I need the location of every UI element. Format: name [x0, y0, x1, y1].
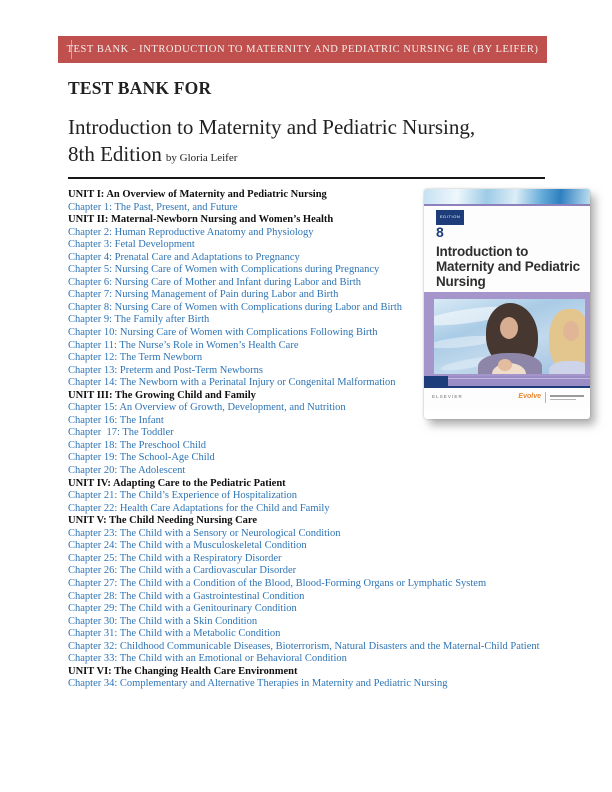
- book-title-line1: Introduction to Maternity and Pediatric Nursing,: [68, 115, 476, 139]
- toc-chapter-link[interactable]: Chapter 23: The Child with a Sensory or Neurological Condition: [68, 527, 341, 539]
- page-title: TEST BANK FOR: [68, 78, 212, 98]
- toc-chapter-link[interactable]: Chapter 32: Childhood Communicable Diseases, Bioterrorism, Natural Disasters and the Maternal-Child Patient: [68, 640, 540, 652]
- toc-chapter-link[interactable]: Chapter 25: The Child with a Respiratory Disorder: [68, 552, 282, 564]
- header-banner: [58, 36, 547, 63]
- toc-unit-heading: UNIT I: An Overview of Maternity and Pediatric Nursing: [68, 189, 327, 200]
- byline: by Gloria Leifer: [165, 151, 238, 164]
- toc-chapter-link[interactable]: Chapter 24: The Child with a Musculoskeletal Condition: [68, 540, 307, 552]
- toc-chapter-link[interactable]: Chapter 30: The Child with a Skin Condition: [68, 615, 258, 627]
- evolve-info-box: [545, 392, 584, 403]
- toc-chapter-link[interactable]: Chapter 14: The Newborn with a Perinatal Injury or Congenital Malformation: [68, 377, 396, 389]
- cover-bottom-strip: [424, 376, 590, 386]
- toc-chapter-link[interactable]: Chapter 10: Nursing Care of Women with Complications Following Birth: [68, 327, 378, 339]
- evolve-fine-print-line: [550, 399, 576, 401]
- toc-chapter-link[interactable]: Chapter 29: The Child with a Genitourinary Condition: [68, 603, 297, 615]
- title-rule: [68, 177, 545, 179]
- toc-chapter-link[interactable]: Chapter 21: The Child’s Experience of Hospitalization: [68, 490, 298, 502]
- cover-water-photo-strip: [424, 189, 590, 204]
- toc-unit-heading: UNIT III: The Growing Child and Family: [68, 389, 256, 401]
- book-cover-image: [424, 189, 590, 419]
- toc-chapter-link[interactable]: Chapter 12: The Term Newborn: [68, 352, 203, 364]
- book-cover-float: [424, 189, 590, 419]
- toc-unit-heading: UNIT V: The Child Needing Nursing Care: [68, 515, 258, 527]
- toc-unit-heading: UNIT VI: The Changing Health Care Environment: [68, 665, 298, 677]
- toc-section: [68, 189, 580, 691]
- book-title-edition: 8th Edition: [68, 141, 162, 166]
- toc-chapter-link[interactable]: Chapter 4: Prenatal Care and Adaptations to Pregnancy: [68, 251, 300, 263]
- cover-navy-tab: [424, 376, 448, 386]
- toc-chapter-link[interactable]: Chapter 16: The Infant: [68, 414, 164, 426]
- toc-chapter-link[interactable]: Chapter 5: Nursing Care of Women with Complications during Pregnancy: [68, 264, 380, 276]
- toc-chapter-link[interactable]: Chapter 1: The Past, Present, and Future: [68, 201, 238, 213]
- toc-chapter-link[interactable]: Chapter 26: The Child with a Cardiovascular Disorder: [68, 565, 297, 577]
- toc-chapter-link[interactable]: Chapter 31: The Child with a Metabolic Condition: [68, 628, 281, 640]
- elsevier-logo: ELSEVIER: [432, 394, 463, 400]
- banner-divider: [71, 40, 72, 59]
- book-title-block: [68, 114, 545, 171]
- page-content: [68, 78, 580, 691]
- cover-edition-number: 8: [436, 223, 444, 240]
- toc-chapter-link[interactable]: Chapter 17: The Toddler: [68, 427, 174, 439]
- photo-child-body: [549, 361, 585, 374]
- cover-edition-badge: EDITION: [436, 210, 464, 225]
- toc-unit-heading: UNIT IV: Adapting Care to the Pediatric Patient: [68, 477, 286, 489]
- toc-chapter-link[interactable]: Chapter 2: Human Reproductive Anatomy and Physiology: [68, 226, 314, 238]
- evolve-logo: Evolve: [518, 393, 541, 401]
- toc-chapter-link[interactable]: Chapter 33: The Child with an Emotional or Behavioral Condition: [68, 653, 347, 665]
- toc-chapter-link[interactable]: Chapter 28: The Child with a Gastrointestinal Condition: [68, 590, 305, 602]
- evolve-badge: [518, 391, 584, 404]
- cover-footer: [424, 388, 590, 409]
- cover-book-title: Introduction to Maternity and Pediatric Nursing: [436, 243, 580, 289]
- toc-chapter-link[interactable]: Chapter 18: The Preschool Child: [68, 439, 207, 451]
- banner-title: TEST BANK - INTRODUCTION TO MATERNITY AND PEDIATRIC NURSING 8E (BY LEIFER): [66, 44, 539, 55]
- toc-chapter-link[interactable]: Chapter 20: The Adolescent: [68, 465, 186, 477]
- toc-chapter-link[interactable]: Chapter 15: An Overview of Growth, Development, and Nutrition: [68, 402, 346, 414]
- cover-photo: [434, 299, 585, 374]
- toc-unit-heading: UNIT II: Maternal-Newborn Nursing and Women’s Health: [68, 214, 334, 226]
- toc-chapter-link[interactable]: Chapter 6: Nursing Care of Mother and Infant during Labor and Birth: [68, 276, 362, 288]
- toc-chapter-link[interactable]: Chapter 8: Nursing Care of Women with Complications during Labor and Birth: [68, 301, 403, 313]
- cover-header: [424, 206, 590, 292]
- cover-strip-line: [448, 378, 590, 379]
- evolve-fine-print-line: [550, 395, 584, 397]
- toc-chapter-link[interactable]: Chapter 34: Complementary and Alternative Therapies in Maternity and Pediatric Nursing: [68, 678, 448, 690]
- toc-chapter-link[interactable]: Chapter 9: The Family after Birth: [68, 314, 210, 326]
- toc-chapter-link[interactable]: Chapter 3: Fetal Development: [68, 239, 195, 251]
- toc-chapter-link[interactable]: Chapter 27: The Child with a Condition of the Blood, Blood-Forming Organs or Lymphatic System: [68, 577, 487, 589]
- toc-chapter-link[interactable]: Chapter 11: The Nurse’s Role in Women’s Health Care: [68, 339, 299, 351]
- toc-chapter-link[interactable]: Chapter 7: Nursing Management of Pain during Labor and Birth: [68, 289, 339, 301]
- toc-chapter-link[interactable]: Chapter 19: The School-Age Child: [68, 452, 215, 464]
- photo-child-face: [563, 321, 579, 341]
- photo-mother-face: [500, 317, 518, 339]
- toc-chapter-link[interactable]: Chapter 13: Preterm and Post-Term Newborns: [68, 364, 263, 376]
- cover-photo-panel: [424, 292, 590, 386]
- toc-chapter-link[interactable]: Chapter 22: Health Care Adaptations for the Child and Family: [68, 502, 330, 514]
- photo-baby-head: [498, 359, 512, 371]
